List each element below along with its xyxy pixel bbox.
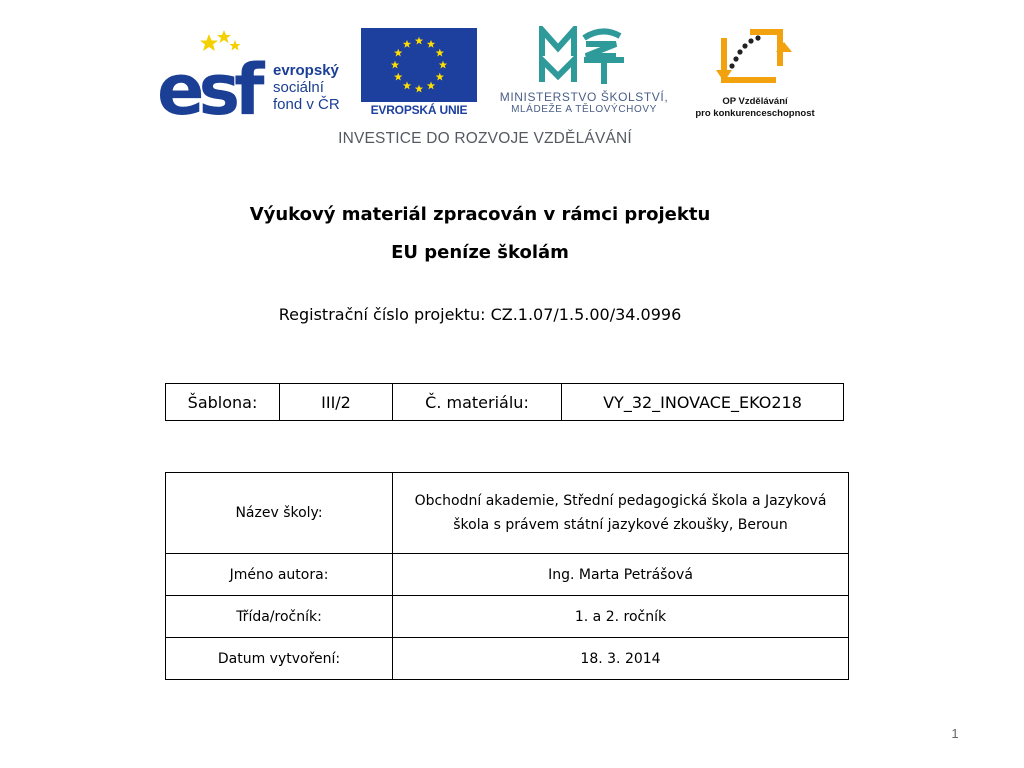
op-line1: OP Vzdělávání [722,96,788,107]
class-label: Třída/ročník: [166,596,393,638]
eu-star-icon [394,49,402,57]
date-label: Datum vytvoření: [166,638,393,680]
eu-star-icon [403,81,411,89]
table-row [166,554,849,596]
template-table [165,383,844,421]
eu-star-icon [391,61,399,69]
op-line2: pro konkurenceschopnost [695,108,815,119]
info-table [165,472,849,680]
class-value: 1. a 2. ročník [393,596,849,638]
eu-label: EVROPSKÁ UNIE [361,102,477,119]
esf-mark-icon [157,28,273,118]
date-value: 18. 3. 2014 [393,638,849,680]
svg-text:esf: esf [157,49,259,118]
school-label: Název školy: [166,473,393,554]
eu-star-icon [436,49,444,57]
msmt-mark-icon [536,26,632,86]
eu-star-icon [427,40,435,48]
material-value: VY_32_INOVACE_EKO218 [562,384,844,421]
esf-line2: sociální [273,79,324,96]
title-line1: Výukový materiál zpracován v rámci projektu [249,204,711,225]
eu-star-icon [403,40,411,48]
eu-star-icon [394,73,402,81]
eu-flag-icon [361,28,477,102]
esf-line1: evropský [273,62,339,79]
table-row [166,638,849,680]
slogan: INVESTICE DO ROZVOJE VZDĚLÁVÁNÍ [338,130,632,147]
op-mark-icon [714,26,792,88]
msmt-line1: MINISTERSTVO ŠKOLSTVÍ, [499,90,669,104]
op-logo [690,26,820,122]
template-value: III/2 [280,384,393,421]
title-line2: EU peníze školám [391,242,569,263]
msmt-line2: MLÁDEŽE A TĚLOVÝCHOVY [511,104,657,115]
eu-star-icon [436,73,444,81]
author-label: Jméno autora: [166,554,393,596]
eu-star-icon [415,85,423,93]
school-value: Obchodní akademie, Střední pedagogická škola a Jazyková škola s právem státní jazykové zkoušky, Beroun [393,473,849,554]
table-row [166,384,844,421]
material-label: Č. materiálu: [393,384,562,421]
esf-text [273,62,340,113]
table-row [166,473,849,554]
registration-number: Registrační číslo projektu: CZ.1.07/1.5.00/34.0996 [278,305,682,324]
table-row [166,596,849,638]
msmt-logo [484,26,684,122]
eu-star-icon [427,81,435,89]
esf-line3: fond v ČR [273,96,340,113]
eu-star-icon [415,37,423,45]
page-number: 1 [951,726,959,741]
author-value: Ing. Marta Petrášová [393,554,849,596]
eu-logo [361,28,477,118]
template-label: Šablona: [166,384,280,421]
eu-star-icon [439,61,447,69]
esf-logo [157,28,355,118]
logo-banner [0,0,1024,160]
